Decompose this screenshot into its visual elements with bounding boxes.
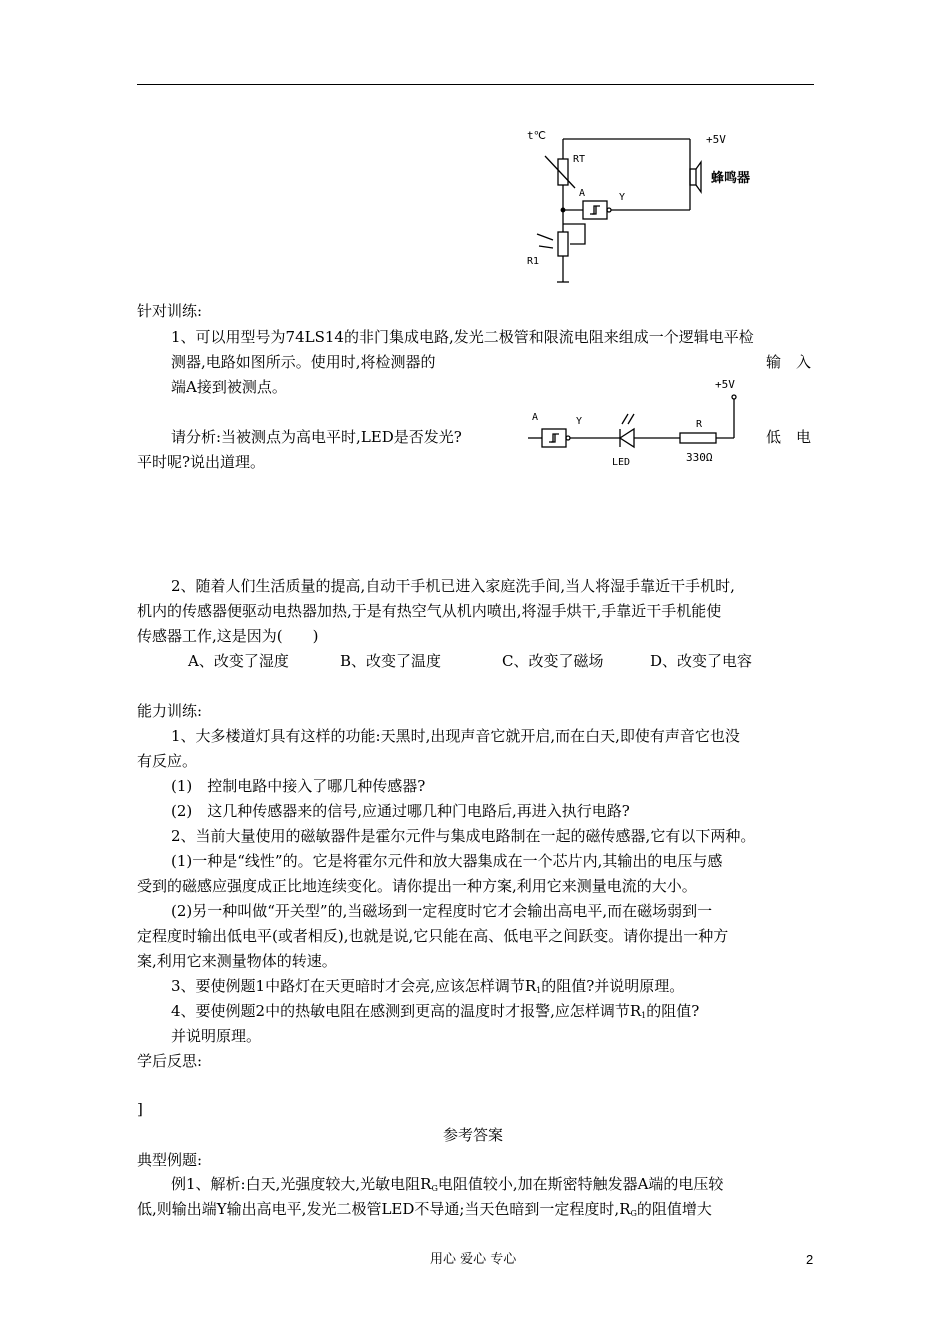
ability-p4 — [171, 1001, 699, 1026]
q2-line1: 2、随着人们生活质量的提高,自动干手机已进入家庭洗手间,当人将湿手靠近干手机时, — [171, 577, 735, 595]
a-label: A — [579, 188, 586, 199]
temperature-alarm-circuit — [515, 122, 775, 292]
y-label: Y — [619, 192, 626, 203]
option-a: A、改变了湿度 — [188, 652, 289, 670]
ability-p4-line2: 并说明原理。 — [171, 1027, 262, 1045]
answers-title: 参考答案 — [443, 1126, 504, 1144]
rt-label: RT — [573, 154, 586, 165]
footer-text: 用心 爱心 专心 — [430, 1252, 517, 1267]
ex1-line1-post: 电阻值较小,加在斯密特触发器A端的电压较 — [437, 1175, 724, 1193]
ability-p2-sub2-line3: 案,利用它来测量物体的转速。 — [137, 952, 337, 970]
ability-p1-sub1: (1) 控制电路中接入了哪几种传感器? — [171, 777, 426, 795]
q1-line2: 测器,电路如图所示。使用时,将检测器的 — [171, 353, 436, 371]
ability-p3-post: 的阻值?并说明原理。 — [541, 977, 685, 995]
detector-y-label: Y — [576, 416, 583, 427]
reflection-heading: 学后反思: — [137, 1052, 203, 1070]
page-number: 2 — [806, 1252, 814, 1267]
ability-p2-sub1-line2: 受到的磁感应强度成正比地连续变化。请你提出一种方案,利用它来测量电流的大小。 — [137, 877, 697, 895]
q1-line2-right: 输 入 — [766, 353, 812, 371]
header-rule — [137, 84, 814, 85]
q1-line3: 端A接到被测点。 — [171, 378, 287, 396]
ex1-line1-pre: 例1、解析:白天,光强度较大,光敏电阻R — [171, 1175, 432, 1193]
buzzer-label: 蜂鸣器 — [711, 171, 751, 186]
ability-p1-sub2: (2) 这几种传感器来的信号,应通过哪几种门电路后,再进入执行电路? — [171, 802, 630, 820]
reflection-bracket: ] — [137, 1100, 143, 1118]
option-d: D、改变了电容 — [650, 652, 753, 670]
q2-line3: 传感器工作,这是因为( ) — [137, 627, 319, 645]
q1-line4: 请分析:当被测点为高电平时,LED是否发光? — [171, 428, 462, 446]
ability-p4-post: 的阻值? — [646, 1002, 700, 1020]
ability-p1-line2: 有反应。 — [137, 752, 198, 770]
ability-p1-line1: 1、大多楼道灯具有这样的功能:天黑时,出现声音它就开启,而在白天,即使有声音它也没 — [171, 727, 740, 745]
detector-led-label: LED — [612, 457, 631, 468]
detector-vcc-label: +5V — [715, 378, 735, 391]
answers-ex1-line2 — [137, 1199, 712, 1224]
ability-p4-pre: 4、要使例题2中的热敏电阻在感测到更高的温度时才报警,应怎样调节R — [171, 1002, 642, 1020]
q1-line4-right: 低 电 — [766, 428, 812, 446]
q2-line2: 机内的传感器便驱动电热器加热,于是有热空气从机内喷出,将湿手烘干,手靠近干手机能使 — [137, 602, 722, 620]
ability-p3-pre: 3、要使例题1中路灯在天更暗时才会亮,应该怎样调节R — [171, 977, 537, 995]
answers-heading: 典型例题: — [137, 1151, 203, 1169]
temp-label: t℃ — [527, 129, 546, 142]
q1-line5: 平时呢?说出道理。 — [137, 453, 266, 471]
ability-p2-sub1-line1: (1)一种是“线性”的。它是将霍尔元件和放大器集成在一个芯片内,其输出的电压与感 — [171, 852, 723, 870]
ability-p3 — [171, 976, 684, 1001]
ability-p2-sub2-line1: (2)另一种叫做“开关型”的,当磁场到一定程度时它才会输出高电平,而在磁场弱到一 — [171, 902, 713, 920]
r1-label: R1 — [527, 256, 540, 267]
answers-ex1-line1 — [171, 1174, 723, 1199]
ability-p3-sub: 1 — [536, 986, 542, 995]
option-c: C、改变了磁场 — [502, 652, 604, 670]
ex1-line1-sub: G — [431, 1184, 438, 1193]
ability-p4-sub: 1 — [641, 1011, 647, 1020]
detector-r-value: 330Ω — [686, 451, 713, 464]
ability-p2-line1: 2、当前大量使用的磁敏器件是霍尔元件与集成电路制在一起的磁传感器,它有以下两种。 — [171, 827, 756, 845]
ex1-line2-pre: 低,则输出端Y输出高电平,发光二极管LED不导通;当天色暗到一定程度时,R — [137, 1200, 631, 1218]
ex1-line2-post: 的阻值增大 — [636, 1200, 712, 1218]
vcc-label: +5V — [706, 133, 726, 146]
targeted-heading: 针对训练: — [137, 302, 203, 320]
logic-detector-circuit — [522, 374, 752, 474]
ex1-line2-sub: G — [630, 1209, 637, 1218]
q1-line1: 1、可以用型号为74LS14的非门集成电路,发光二极管和限流电阻来组成一个逻辑电平检 — [171, 328, 754, 346]
detector-a-label: A — [532, 412, 539, 423]
ability-p2-sub2-line2: 定程度时输出低电平(或者相反),也就是说,它只能在高、低电平之间跃变。请你提出一种方 — [137, 927, 729, 945]
detector-r-label: R — [696, 419, 703, 430]
ability-heading: 能力训练: — [137, 702, 203, 720]
option-b: B、改变了温度 — [340, 652, 442, 670]
